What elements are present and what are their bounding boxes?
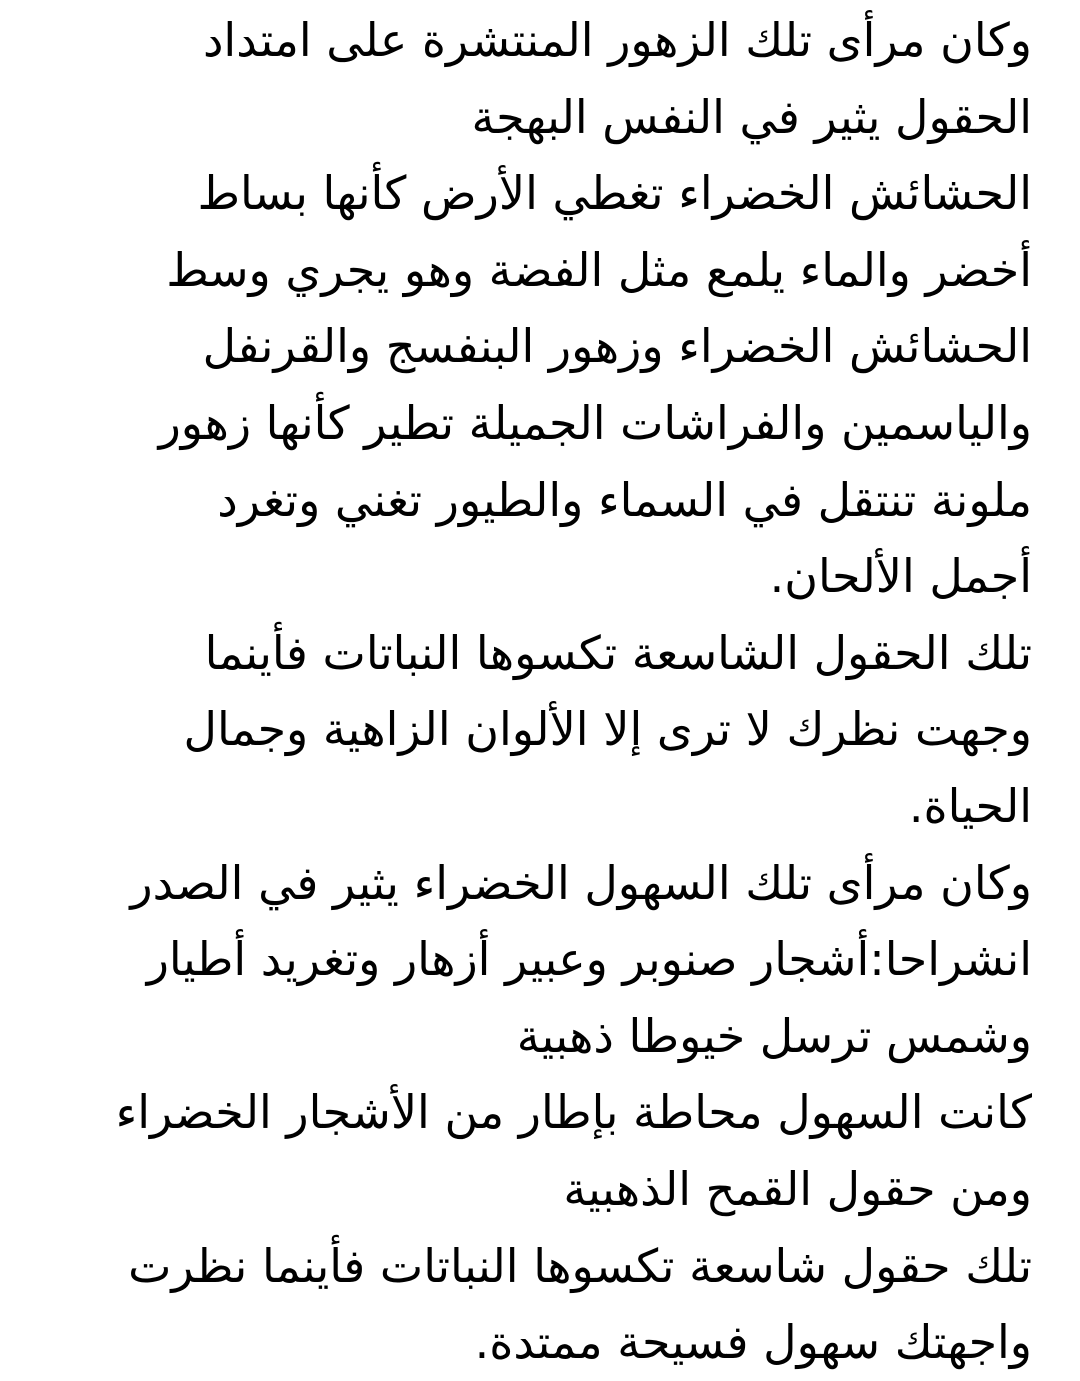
text-block bbox=[40, 2, 1032, 1381]
text-line-13: انشراحا:أشجار صنوبر وعبير أزهار وتغريد أطيار bbox=[146, 932, 1032, 987]
text-line-11: الحياة. bbox=[908, 778, 1032, 833]
text-line-7: ملونة تنتقل في السماء والطيور تغني وتغرد bbox=[217, 472, 1032, 527]
text-line-15: كانت السهول محاطة بإطار من الأشجار الخضراء bbox=[115, 1085, 1032, 1140]
text-line-8: أجمل الألحان. bbox=[769, 549, 1032, 604]
text-line-10: وجهت نظرك لا ترى إلا الألوان الزاهية وجمال bbox=[183, 702, 1032, 757]
text-line-4: أخضر والماء يلمع مثل الفضة وهو يجري وسط bbox=[166, 242, 1032, 297]
text-line-6: والياسمين والفراشات الجميلة تطير كأنها زهور bbox=[158, 395, 1032, 450]
text-line-5: الحشائش الخضراء وزهور البنفسج والقرنفل bbox=[202, 319, 1032, 374]
text-line-2: الحقول يثير في النفس البهجة bbox=[471, 89, 1032, 144]
text-line-16: ومن حقول القمح الذهبية bbox=[563, 1161, 1032, 1216]
text-line-3: الحشائش الخضراء تغطي الأرض كأنها بساط bbox=[197, 166, 1032, 221]
text-line-9: تلك الحقول الشاسعة تكسوها النباتات فأينما bbox=[204, 625, 1032, 680]
text-line-17: تلك حقول شاسعة تكسوها النباتات فأينما نظرت bbox=[128, 1238, 1032, 1293]
text-line-12: وكان مرأى تلك السهول الخضراء يثير في الصدر bbox=[130, 855, 1032, 910]
text-line-14: وشمس ترسل خيوطا ذهبية bbox=[516, 1008, 1032, 1063]
text-line-1: وكان مرأى تلك الزهور المنتشرة على امتداد bbox=[202, 13, 1032, 67]
text-line-18: واجهتك سهول فسيحة ممتدة. bbox=[474, 1315, 1032, 1370]
